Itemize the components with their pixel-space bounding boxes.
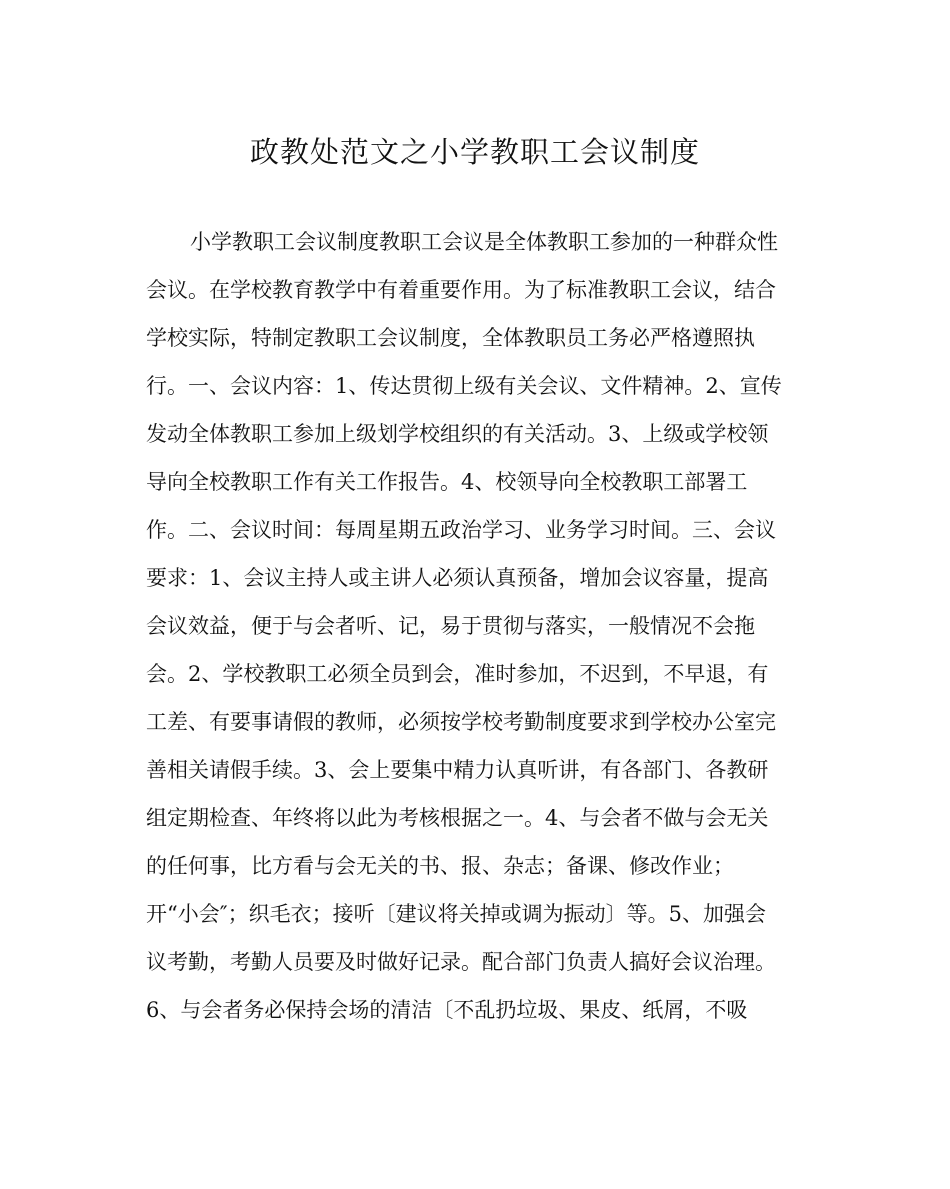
body-line: 小学教职工会议制度教职工会议是全体教职工参加的一种群众性 (190, 230, 778, 254)
document-title: 政教处范文之小学教职工会议制度 (249, 135, 700, 169)
body-line: 会。2、学校教职工必须全员到会，准时参加，不迟到，不早退，有 (146, 662, 769, 686)
body-line: 工差、有要事请假的教师，必须按学校考勤制度要求到学校办公室完 (146, 710, 776, 734)
body-line: 导向全校教职工作有关工作报告。4、校领导向全校教职工部署工 (146, 470, 748, 494)
body-line: 开“小会″；织毛衣；接听〔建议将关掉或调为振动〕等。5、加强会 (146, 902, 766, 926)
body-line: 会议效益，便于与会者听、记，易于贯彻与落实，一般情况不会拖 (146, 614, 755, 638)
body-line: 学校实际，特制定教职工会议制度，全体教职员工务必严格遵照执 (146, 326, 755, 350)
body-line: 6、与会者务必保持会场的清洁〔不乱扔垃圾、果皮、纸屑，不吸 (146, 998, 748, 1022)
body-line: 议考勤，考勤人员要及时做好记录。配合部门负责人搞好会议治理。 (146, 950, 776, 974)
body-line: 发动全体教职工参加上级划学校组织的有关活动。3、上级或学校领 (146, 422, 769, 446)
body-line: 组定期检查、年终将以此为考核根据之一。4、与会者不做与会无关 (146, 806, 769, 830)
body-line: 善相关请假手续。3、会上要集中精力认真听讲，有各部门、各教研 (146, 758, 769, 782)
body-line: 会议。在学校教育教学中有着重要作用。为了标准教职工会议，结合 (146, 278, 776, 302)
body-line: 的任何事，比方看与会无关的书、报、杂志；备课、修改作业； (146, 854, 734, 878)
body-line: 要求：1、会议主持人或主讲人必须认真预备，增加会议容量，提高 (146, 566, 769, 590)
document-body (146, 218, 806, 1034)
body-line: 作。二、会议时间：每周星期五政治学习、业务学习时间。三、会议 (146, 518, 776, 542)
body-line: 行。一、会议内容：1、传达贯彻上级有关会议、文件精神。2、宣传 (146, 374, 782, 398)
